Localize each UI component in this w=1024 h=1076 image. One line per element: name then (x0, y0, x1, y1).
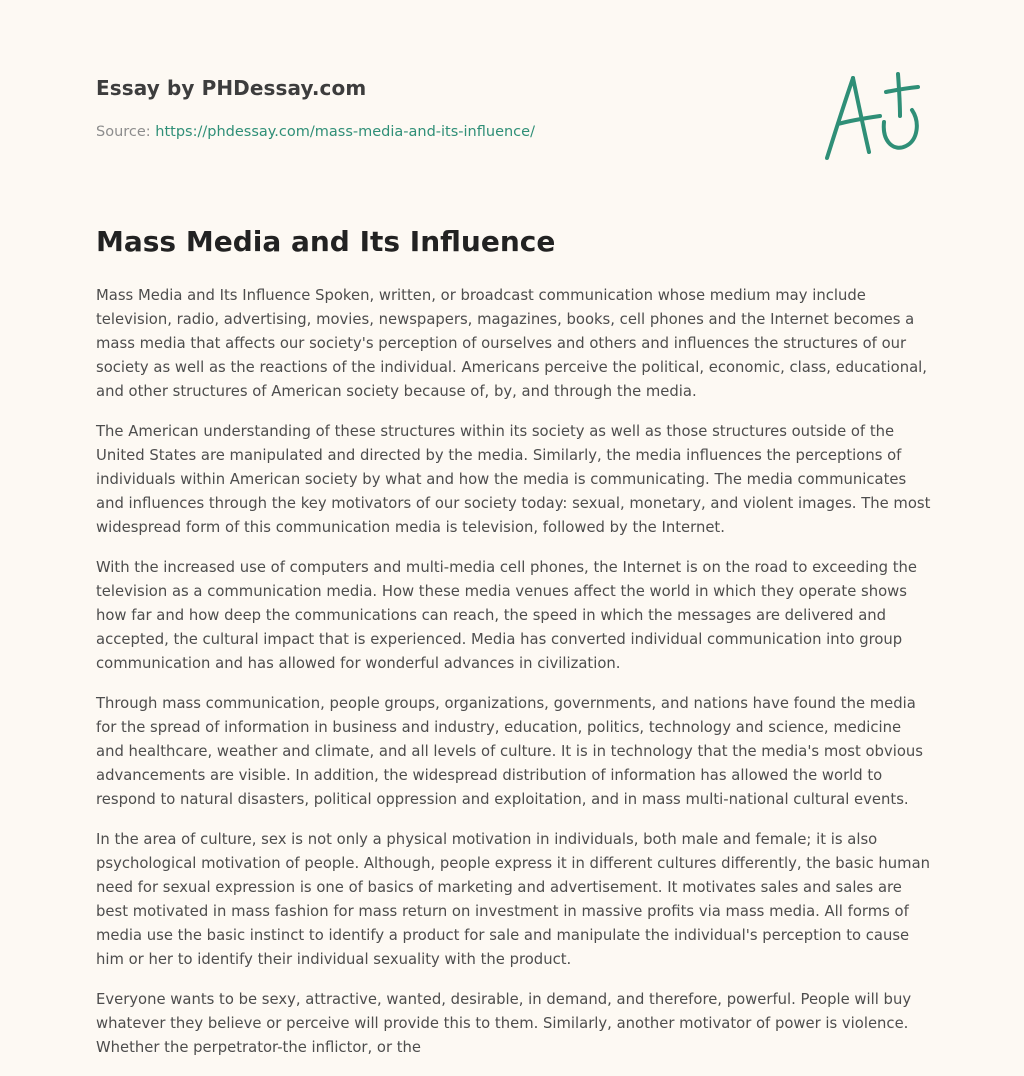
site-title: Essay by PHDessay.com (96, 76, 367, 100)
paragraph: Everyone wants to be sexy, attractive, wanted, desirable, in demand, and therefore, powerful. People will buy whatever they believe or perceive will provide this to them. Similarly, another motivator of power is violence. Whether the perpetrator-the inflictor, or the (96, 991, 912, 1056)
a-plus-logo-icon (820, 66, 926, 166)
essay-body (96, 284, 931, 1076)
paragraph: Through mass communication, people groups, organizations, governments, and nations have found the media for the spread of information in business and industry, education, politics, technology and science, medicine and healthcare, weather and climate, and all levels of culture. It is in technology that the media's most obvious advancements are visible. In addition, the widespread distribution of information has allowed the world to respond to natural disasters, political oppression and exploitation, and in mass multi-national cultural events. (96, 695, 923, 808)
paragraph: Mass Media and Its Influence Spoken, written, or broadcast communication whose medium may include television, radio, advertising, movies, newspapers, magazines, books, cell phones and the Internet becomes a mass media that affects our society's perception of ourselves and others and influences the structures of our society as well as the reactions of the individual. Americans perceive the political, economic, class, educational, and other structures of American society because of, by, and through the media. (96, 287, 927, 400)
paragraph: The American understanding of these structures within its society as well as those structures outside of the United States are manipulated and directed by the media. Similarly, the media influences the perceptions of individuals within American society by what and how the media is communicating. The media communicates and influences through the key motivators of our society today: sexual, monetary, and violent images. The most widespread form of this communication media is television, followed by the Internet. (96, 423, 931, 536)
source-link[interactable]: https://phdessay.com/mass-media-and-its-influence/ (155, 124, 535, 140)
source-line (96, 124, 535, 140)
paragraph: With the increased use of computers and multi-media cell phones, the Internet is on the road to exceeding the television as a communication media. How these media venues affect the world in which they operate shows how far and how deep the communications can reach, the speed in which the messages are delivered and accepted, the cultural impact that is experienced. Media has converted individual communication into group communication and has allowed for wonderful advances in civilization. (96, 559, 918, 672)
paragraph: In the area of culture, sex is not only a physical motivation in individuals, both male and female; it is also psychological motivation of people. Although, people express it in different cultures differently, the basic human need for sexual expression is one of basics of marketing and advertisement. It motivates sales and sales are best motivated in mass fashion for mass return on investment in massive profits via mass media. All forms of media use the basic instinct to identify a product for sale and manipulate the individual's perception to cause him or her to identify their individual sexuality with the product. (96, 831, 931, 968)
essay-title: Mass Media and Its Influence (96, 225, 556, 258)
source-label: Source: (96, 124, 156, 140)
